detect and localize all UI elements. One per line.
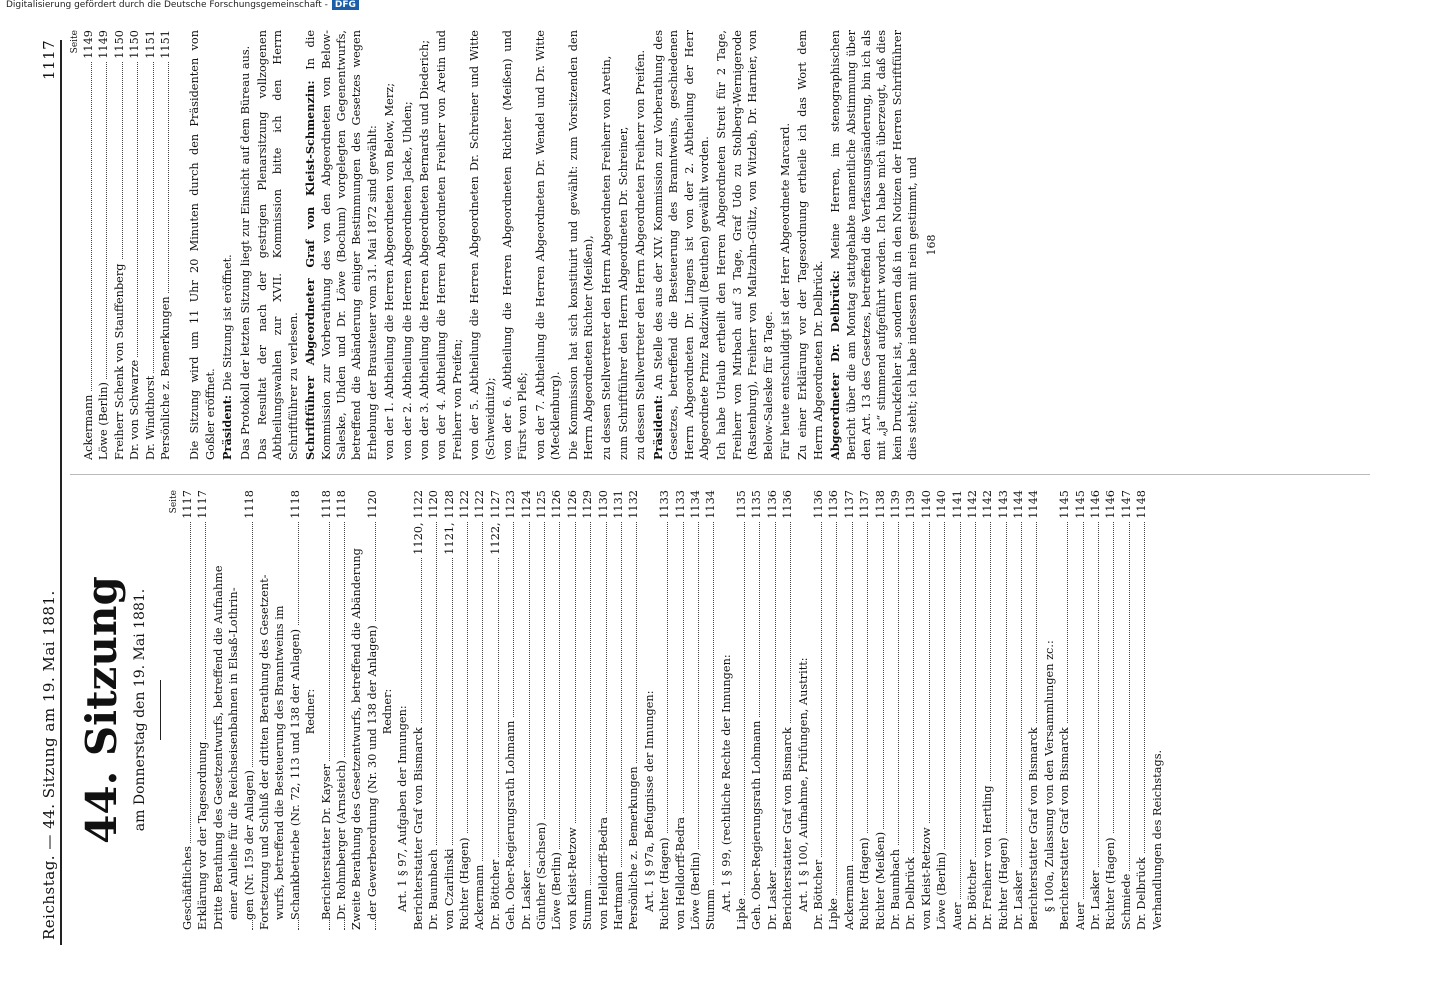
toc-entry-page: 1129 <box>580 490 595 522</box>
toc-entry-text: von Helldorff-Bedra <box>674 814 687 930</box>
paragraph-text: Ich habe Urlaub ertheilt den Herren Abgeordneten Streit für 2 Tage, Freiherr von Mirbach auf 3 Tage, Graf Udo zu Stolberg-Wernigerode (Rastenburg), Freiherr von Maltzahn-Gültz, von Witzleb, Dr. Harnier, von Below-Saleske für 8 Tage. <box>715 30 775 460</box>
toc-entry-text: Richter (Hagen) <box>658 834 671 930</box>
toc-page-label: Seite <box>169 490 179 514</box>
toc-entry-page: 1118 <box>242 490 257 522</box>
toc-entry <box>257 490 272 930</box>
left-column <box>70 490 1165 930</box>
leader-dots <box>713 518 714 930</box>
toc-entry-text: Löwe (Berlin) <box>550 849 563 930</box>
toc-entry <box>303 490 318 930</box>
toc-entry <box>811 490 826 930</box>
paragraph <box>500 30 531 460</box>
session-date: am Donnerstag den 19. Mai 1881. <box>132 588 148 832</box>
paragraph <box>255 30 301 460</box>
toc-entry <box>980 490 995 930</box>
toc-entry <box>96 30 111 460</box>
paragraph-text: von der 3. Abtheilung die Herren Abgeordneten Bernards und Diederich; <box>418 39 432 460</box>
toc-entry-page: 1140 <box>934 490 949 522</box>
toc-entry-text: Erklärung vor der Tagesordnung <box>196 739 209 930</box>
toc-entry-page: 1123 <box>503 490 518 522</box>
toc-entry <box>411 490 426 930</box>
paragraph-text: Die Sitzung ist eröffnet. <box>221 254 235 391</box>
toc-entry <box>195 490 210 930</box>
toc-entry-page: 1121, 1128 <box>442 490 457 558</box>
toc-entry <box>211 490 226 930</box>
toc-entry <box>796 490 811 930</box>
toc-entry <box>143 30 158 460</box>
toc-entry-page: 1150 <box>112 30 127 62</box>
toc-entry-text: Dr. Rohmberger (Arnsteich) <box>335 757 348 920</box>
toc-entry-text: Dr. Böttcher <box>966 857 979 930</box>
toc-entry-page: 1132 <box>626 490 641 522</box>
toc-entry-page: 1141 <box>950 490 965 522</box>
toc-entry-text: Art. 1 § 97a, Befugnisse der Innungen: <box>643 688 656 913</box>
toc-entry <box>1057 490 1072 930</box>
paragraph <box>467 30 498 460</box>
toc-entry <box>226 490 241 930</box>
toc-entry-page: 1118 <box>334 490 349 522</box>
toc-entry-page: 1126 <box>565 490 580 522</box>
toc-entry-page: 1122 <box>457 490 472 522</box>
paragraph <box>303 30 380 460</box>
paragraph-text: Zu einer Erklärung vor der Tagesordnung ertheile ich das Wort dem Herrn Abgeordneten Dr. Delbrück. <box>796 30 825 460</box>
toc-entry-text: Redner: <box>381 686 394 735</box>
right-column <box>70 30 938 460</box>
paragraph-text: von der 7. Abtheilung die Herren Abgeordneten Dr. Wendel und Dr. Witte (Mecklenburg). <box>533 30 563 460</box>
paragraph-text: von der 4. Abtheilung die Herren Abgeordneten Freiherr von Aretin und Freiherr von Preifen; <box>435 30 464 460</box>
paragraph <box>616 30 631 460</box>
toc-entry-text: Löwe (Berlin) <box>97 379 110 460</box>
toc-entry-text: Berichterstatter Dr. Kayser <box>320 761 333 920</box>
toc-entry-text: Geh. Ober-Regierungsrath Lohmann <box>750 718 763 930</box>
toc-entry-page: 1122, 1127 <box>488 490 503 558</box>
toc-entry-text: Berichterstatter Graf von Bismarck <box>1058 724 1071 930</box>
toc-entry-page: 1144 <box>1011 490 1026 522</box>
toc-entry-page: 1143 <box>996 490 1011 522</box>
toc-entry <box>426 490 441 930</box>
toc-entry <box>888 490 903 930</box>
toc-entry <box>1103 490 1118 930</box>
paragraph <box>778 30 793 460</box>
toc-entry <box>873 490 888 930</box>
toc-entry <box>395 490 410 930</box>
toc-entry <box>642 490 657 930</box>
toc-entry <box>503 490 518 930</box>
toc-entry-text: von Czarlinski <box>443 845 456 930</box>
toc-entry-page: 1135 <box>749 490 764 522</box>
toc-entry-page: 1125 <box>534 490 549 522</box>
paragraph <box>382 30 397 460</box>
toc-entry-text: Dr. Lasker <box>766 868 779 930</box>
paragraph <box>566 30 597 460</box>
toc-entry-page: 1136 <box>765 490 780 522</box>
toc-entry <box>380 490 395 930</box>
toc-entry-text: Dr. Freiherr von Hertling <box>981 782 994 930</box>
header-rule <box>60 40 62 945</box>
dfg-logo: DFG <box>332 0 359 10</box>
toc-entry-page: 1146 <box>1088 490 1103 522</box>
toc-entry-text: Verhandlungen des Reichstags. <box>1151 747 1164 930</box>
table-of-contents <box>180 490 1165 930</box>
paragraph <box>651 30 713 460</box>
toc-entry <box>334 490 349 930</box>
toc-entry-page: 1140 <box>919 490 934 522</box>
toc-entry-text: der Gewerbeordnung (Nr. 30 und 138 der Anlagen) <box>366 622 379 920</box>
toc-entry-page: 1137 <box>857 490 872 522</box>
toc-entry-text: Berichterstatter Graf von Bismarck <box>781 724 794 930</box>
toc-entry-text: Stumm <box>704 886 717 930</box>
toc-entry-page: 1136 <box>826 490 841 522</box>
toc-entry <box>565 490 580 930</box>
speaker-name: Präsident: <box>650 389 665 460</box>
speaker-name: Präsident: <box>220 390 235 460</box>
toc-entry-text: Dr. Lasker <box>520 868 533 930</box>
toc-entry <box>519 490 534 930</box>
toc-entry-text: Geschäftliches <box>181 843 194 930</box>
paragraph <box>220 30 235 460</box>
toc-entry-page: 1130 <box>596 490 611 522</box>
toc-entry-page: 1135 <box>734 490 749 522</box>
toc-entry <box>749 490 764 930</box>
toc-entry-text: Geh. Ober-Regierungsrath Lohmann <box>504 718 517 930</box>
paragraph-text: zu dessen Stellvertreter den Herrn Abgeordneten Freiherr von Preifen. <box>634 49 648 460</box>
toc-entry <box>319 490 334 930</box>
toc-entry-text: Dr. Baumbach <box>427 846 440 930</box>
paragraph-text: Das Resultat der nach der gestrigen Plenarsitzung vollzogenen Abtheilungswahlen zur XVII. Kommission bitte ich den Herrn Schriftführer zu verlesen. <box>255 30 300 460</box>
toc-entry-text: § 100a, Zulassung von den Versammlungen zc.: <box>1043 637 1056 912</box>
toc-entry <box>1134 490 1149 930</box>
toc-entry-page: 1139 <box>888 490 903 522</box>
toc-entry-text: Dr. Baumbach <box>889 846 902 930</box>
toc-entry-page: 1124 <box>519 490 534 522</box>
title-rule <box>160 680 161 740</box>
toc-entry-page: 1142 <box>980 490 995 522</box>
toc-entry-text: Schankbetriebe (Nr. 72, 113 und 138 der Anlagen) <box>289 626 302 920</box>
toc-entry <box>365 490 380 930</box>
column-divider <box>70 474 1370 475</box>
toc-entry-text: Auer <box>1074 899 1087 930</box>
speaker-name: Abgeordneter Dr. Delbrück: <box>828 259 843 460</box>
toc-entry-page: 1146 <box>1103 490 1118 522</box>
toc-entry-page: 1139 <box>903 490 918 522</box>
toc-entry-page: 1134 <box>703 490 718 522</box>
toc-entry-text: Löwe (Berlin) <box>689 849 702 930</box>
toc-entry <box>81 30 96 460</box>
toc-entry <box>965 490 980 930</box>
toc-entry-text: Stumm <box>581 886 594 930</box>
toc-entry <box>1150 490 1165 930</box>
toc-entry <box>703 490 718 930</box>
toc-entry-page: 1138 <box>873 490 888 522</box>
toc-entry-page: 1118 <box>319 490 334 522</box>
toc-entry <box>127 30 142 460</box>
toc-entry-text: Dr. Lasker <box>1012 868 1025 930</box>
paragraph <box>599 30 614 460</box>
toc-entry <box>611 490 626 930</box>
toc-entry-text: Dr. Windthorst <box>144 373 157 460</box>
toc-entry-page: 1120, 1122 <box>411 490 426 558</box>
toc-entry <box>272 490 287 930</box>
toc-entry <box>1088 490 1103 930</box>
toc-entry-page: 1136 <box>780 490 795 522</box>
paragraph-text: Die Kommission hat sich konstituirt und gewählt: zum Vorsitzenden den Herrn Abgeordneten Richter (Meißen), <box>566 30 596 460</box>
toc-entry-text: gen (Nr. 159 der Anlagen) <box>243 767 256 920</box>
toc-entry <box>950 490 965 930</box>
toc-entry <box>1042 490 1057 930</box>
toc-entry-page: 1142 <box>965 490 980 522</box>
paragraph <box>714 30 776 460</box>
toc-entry-text: Art. 1 § 100, Aufnahme, Prüfungen, Austritt: <box>797 654 810 912</box>
running-head: Reichstag. — 44. Sitzung am 19. Mai 1881. <box>40 590 58 940</box>
toc-entry-text: Ackermann <box>473 862 486 930</box>
toc-entry <box>112 30 127 460</box>
toc-entry <box>780 490 795 930</box>
paragraph-text: von der 5. Abtheilung die Herren Abgeordneten Dr. Schreiner und Witte (Schweidnitz); <box>468 30 497 460</box>
toc-entry-page: 1151 <box>143 30 158 62</box>
toc-entry-text: Löwe (Berlin) <box>935 849 948 930</box>
paragraph <box>238 30 253 460</box>
toc-entry-text: Dr. von Schwarze <box>128 357 141 460</box>
toc-entry <box>919 490 934 930</box>
toc-entry-text: Persönliche z. Bemerkungen <box>159 293 172 460</box>
paragraph-text: zu dessen Stellvertreter den Herrn Abgeordneten Freiherr von Aretin, <box>599 55 613 460</box>
toc-entry-text: Dr. Delbrück <box>904 854 917 930</box>
toc-entry-page: 1117 <box>195 490 210 522</box>
paragraph-text: zum Schriftführer den Herrn Abgeordneten Dr. Schreiner, <box>616 126 630 460</box>
toc-entry-page: 1145 <box>1073 490 1088 522</box>
toc-entry <box>657 490 672 930</box>
toc-entry <box>580 490 595 930</box>
toc-entry-page: 1117 <box>180 490 195 522</box>
toc-entry-text: Fortsetzung und Schluß der dritten Berathung des Gesetzent- <box>258 572 271 930</box>
toc-entry-page: 1133 <box>673 490 688 522</box>
toc-entry-text: Ackermann <box>843 862 856 930</box>
toc-entry-text: von Kleist-Retzow <box>566 824 579 930</box>
toc-entry-text: Redner: <box>304 686 317 735</box>
paragraph <box>417 30 432 460</box>
toc-entry-text: Freiherr Schenk von Stauffenberg <box>113 260 126 460</box>
toc-page-label-right: Seite <box>70 30 80 54</box>
leader-dots <box>836 518 837 930</box>
toc-entry <box>242 490 257 930</box>
toc-entry <box>719 490 734 930</box>
toc-entry-page: 1131 <box>611 490 626 522</box>
toc-entry-text: Ackermann <box>82 392 95 460</box>
toc-entry-text: Lipke <box>735 895 748 930</box>
toc-entry <box>158 30 173 460</box>
toc-entry-text: Auer <box>951 899 964 930</box>
paragraph <box>434 30 465 460</box>
toc-entry-text: Dr. Böttcher <box>489 857 502 930</box>
digitization-credit <box>6 0 359 10</box>
leader-dots <box>1129 518 1130 930</box>
toc-entry-text: Richter (Hagen) <box>858 834 871 930</box>
paragraph <box>187 30 218 460</box>
table-of-contents-continued <box>81 30 173 460</box>
toc-entry-text: einer Anleihe für die Reichseisenbahnen in Elsaß-Lothrin- <box>227 584 240 920</box>
toc-entry-page: 1120 <box>365 490 380 522</box>
toc-entry-text: Günther (Sachsen) <box>535 819 548 930</box>
toc-entry-text: von Helldorff-Bedra <box>597 814 610 930</box>
toc-entry <box>673 490 688 930</box>
toc-entry-page: 1133 <box>657 490 672 522</box>
toc-entry <box>996 490 1011 930</box>
toc-entry-page: 1134 <box>688 490 703 522</box>
toc-entry-text: Dr. Delbrück <box>1135 854 1148 930</box>
paragraph <box>533 30 564 460</box>
toc-entry-text: Dr. Lasker <box>1089 868 1102 930</box>
credit-text: Digitalisierung gefördert durch die Deutsche Forschungsgemeinschaft - <box>6 0 328 10</box>
toc-entry-text: Zweite Berathung des Gesetzentwurfs, betreffend die Abänderung <box>350 545 363 930</box>
toc-entry <box>688 490 703 930</box>
paragraph-text: von der 1. Abtheilung die Herren Abgeordneten von Below, Merz; <box>383 83 397 460</box>
toc-entry <box>903 490 918 930</box>
toc-entry-text: Lipke <box>827 895 840 930</box>
signature-mark: 168 <box>924 234 938 256</box>
leader-dots <box>960 518 961 930</box>
toc-entry <box>734 490 749 930</box>
paragraph-text: Die Sitzung wird um 11 Uhr 20 Minuten durch den Präsidenten von Goßler eröffnet. <box>188 30 217 460</box>
leader-dots <box>590 518 591 930</box>
toc-entry <box>288 490 303 930</box>
toc-entry-text: Dritte Berathung des Gesetzentwurfs, betreffend die Aufnahme <box>212 562 225 930</box>
toc-entry <box>1119 490 1134 930</box>
toc-entry-text: Dr. Böttcher <box>812 857 825 930</box>
toc-entry <box>442 490 457 930</box>
toc-entry <box>549 490 564 930</box>
toc-entry-text: Richter (Hagen) <box>997 834 1010 930</box>
toc-entry <box>934 490 949 930</box>
toc-entry-text: von Kleist-Retzow <box>920 824 933 930</box>
toc-entry <box>488 490 503 930</box>
toc-entry <box>765 490 780 930</box>
paragraph <box>828 30 920 460</box>
paragraph-text: In die Kommission zur Vorberathung des von den Abgeordneten von Below-Saleske, Uhden und Dr. Löwe (Bochum) vorgelegten Gegenentwurfs, betreffend die Abänderung einiger Bestimmungen des Gesetzes wegen Erhebung der Brausteuer vom 31. Mai 1872 sind gewählt: <box>304 29 379 460</box>
toc-entry-text: Berichterstatter Graf von Bismarck <box>1027 724 1040 930</box>
paragraph-text: Meine Herren, im stenographischen Bericht über die am Montag stattgehabte namentliche Abstimmung über den Art. 13 des Gesetzes, betreffend die Verfassungsänderung, bin ich als mit „ja“ stimmend aufgeführt worden. Ich habe mich überzeugt, daß dies kein Druckfehler ist, sondern daß in den Notizen der Herren Schriftführer dies steht; ich habe indessen mit nein gestimmt, und <box>829 30 920 460</box>
paragraph-text: von der 2. Abtheilung die Herren Abgeordneten Jacke, Uhden; <box>400 101 414 460</box>
toc-entry <box>534 490 549 930</box>
toc-entry <box>826 490 841 930</box>
toc-entry-text: Schmiede <box>1120 871 1133 930</box>
toc-entry-page: 1144 <box>1026 490 1041 522</box>
toc-entry-text: Persönliche z. Bemerkungen <box>627 763 640 930</box>
toc-entry <box>1026 490 1041 930</box>
toc-entry-page: 1148 <box>1134 490 1149 522</box>
toc-entry <box>842 490 857 930</box>
toc-entry-text: Richter (Meißen) <box>874 829 887 930</box>
toc-entry-page: 1136 <box>811 490 826 522</box>
toc-entry-page: 1149 <box>81 30 96 62</box>
toc-entry-page: 1126 <box>549 490 564 522</box>
toc-entry-page: 1122 <box>472 490 487 522</box>
leader-dots <box>744 518 745 930</box>
toc-entry-page: 1118 <box>288 490 303 522</box>
paragraph <box>795 30 826 460</box>
toc-entry-text: Art. 1 § 99, (rechtliche Rechte der Innungen: <box>720 651 733 912</box>
toc-entry <box>857 490 872 930</box>
toc-entry <box>472 490 487 930</box>
toc-entry-page: 1151 <box>158 30 173 62</box>
page-number: 1117 <box>40 39 58 80</box>
toc-entry-page: 1150 <box>127 30 142 62</box>
proceedings-text <box>187 30 920 460</box>
toc-entry <box>180 490 195 930</box>
toc-entry-page: 1120 <box>426 490 441 522</box>
paragraph-text: von der 6. Abtheilung die Herren Abgeordneten Richter (Meißen) und Fürst von Pleß; <box>501 30 530 460</box>
paragraph-text: An Stelle des aus der XIV. Kommission zur Vorberathung des Gesetzes, betreffend die Besteuerung des Branntweins, geschiedenen Herrn Abgeordneten Dr. Lingens ist von der 2. Abtheilung der Herr Abgeordnete Prinz Radziwill (Beuthen) gewählt worden. <box>651 30 711 460</box>
toc-entry-text: Richter (Hagen) <box>1104 834 1117 930</box>
toc-entry <box>626 490 641 930</box>
toc-entry <box>349 490 364 930</box>
toc-entry <box>596 490 611 930</box>
toc-entry-text: Berichterstatter Graf von Bismarck <box>412 724 425 930</box>
toc-entry <box>1011 490 1026 930</box>
toc-entry-text: wurfs, betreffend die Besteuerung des Branntweins im <box>273 602 286 920</box>
toc-entry <box>457 490 472 930</box>
toc-entry-page: 1137 <box>842 490 857 522</box>
toc-entry-text: Richter (Hagen) <box>458 834 471 930</box>
session-title: 44. Sitzung <box>77 576 126 844</box>
toc-entry-page: 1149 <box>96 30 111 62</box>
speaker-name: Schriftführer Abgeordneter Graf von Kleist-Schmenzin: <box>303 69 318 460</box>
toc-entry <box>1073 490 1088 930</box>
toc-entry-page: 1145 <box>1057 490 1072 522</box>
paragraph <box>400 30 415 460</box>
paragraph-text: Das Protokoll der letzten Sitzung liegt zur Einsicht auf dem Büreau aus. <box>238 45 252 460</box>
toc-entry-text: Hartmann <box>612 868 625 930</box>
toc-entry-text: Art. 1 § 97, Aufgaben der Innungen: <box>396 702 409 912</box>
toc-entry-page: 1147 <box>1119 490 1134 522</box>
paragraph <box>633 30 648 460</box>
leader-dots <box>1083 518 1084 930</box>
paragraph-text: Für heute entschuldigt ist der Herr Abgeordnete Marcard. <box>778 122 792 460</box>
